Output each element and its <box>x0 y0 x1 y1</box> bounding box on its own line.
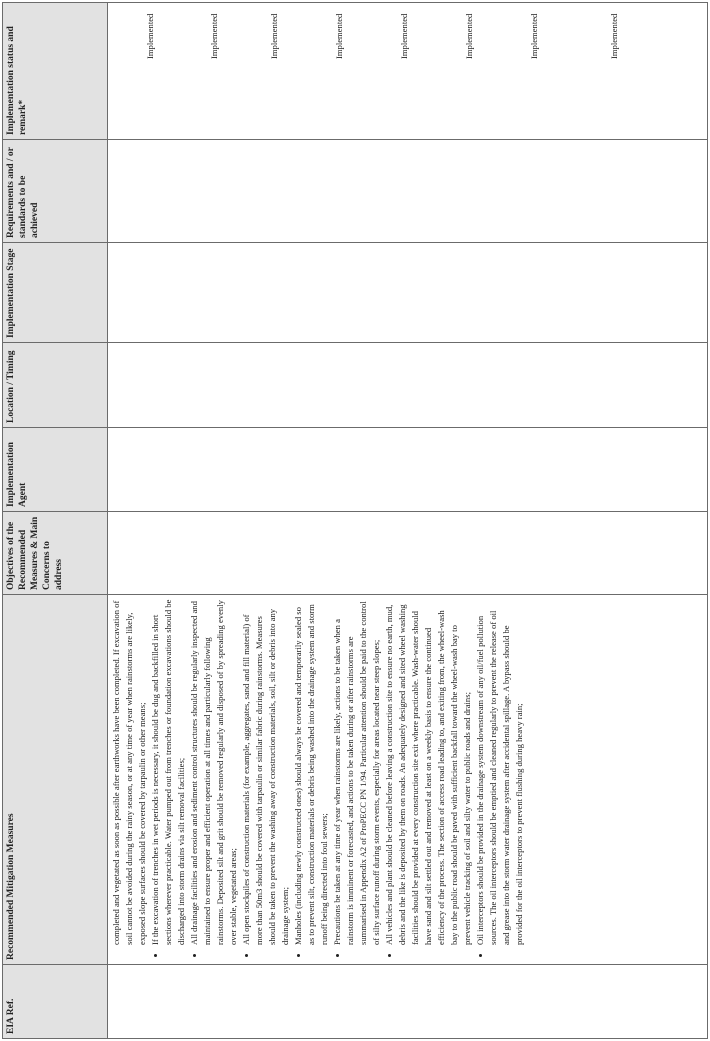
status-item: Implemented <box>609 13 619 59</box>
status-item: Implemented <box>145 13 155 59</box>
header-implementation-agent: Implementation Agent <box>3 428 108 512</box>
header-implementation-stage: Implementation Stage <box>3 243 108 343</box>
implementation-agent-cell <box>108 428 708 512</box>
status-item: Implemented <box>269 13 279 59</box>
table-row <box>108 3 708 1039</box>
mitigation-measures-table <box>2 2 708 1039</box>
status-item: Implemented <box>209 13 219 59</box>
measure-item: • Oil interceptors should be provided in the drainage system downstream of any oil/fuel pollution sources. The oil interceptors should be emptied and cleaned regularly to prevent the release of oil and grease into the storm water drainage system after accidental spillage. A bypass should be provided for the oil interceptors to prevent flushing during heavy rain; <box>474 599 526 945</box>
measure-item: • Precautions be taken at any time of year when rainstorms are likely, actions to be taken when a rainstorm is imminent or forecasted, and actions to be taken during or after rainstorms are summarised in Appendix A2 of ProPECC PN 1/94. Particular attention should be paid to the control of silty surface runoff during storm events, especially for areas located near steep slopes; <box>331 599 383 945</box>
requirements-cell <box>108 140 708 243</box>
rotated-table-container <box>2 3 708 1039</box>
measure-item: • All drainage facilities and erosion and sediment control structures should be regularly inspected and maintained to ensure proper and efficient operation at all times and particularly following rainstorms. Deposited silt and grit should be removed regularly and disposed of by spreading evenly over stable, vegetated areas; <box>188 599 240 945</box>
measure-item: • If the excavation of trenches in wet periods is necessary, it should be dug and backfilled in short sections wherever practicable. Water pumped out from trenches or foundation excavations should be discharged into storm drains via silt removal facilities; <box>149 599 188 945</box>
eia-ref-cell <box>108 965 708 1039</box>
table-header-row <box>3 3 108 1039</box>
location-timing-cell <box>108 343 708 428</box>
header-eia-ref: EIA Ref. <box>3 965 108 1039</box>
measure-item: • All vehicles and plant should be cleaned before leaving a construction site to ensure no earth, mud, debris and the like is deposited by them on roads. An adequately designed and sited wheel washing facilities should be provided at every construction site exit where practicable. Wash-water should have sand and silt settled out and removed at least on a weekly basis to ensure the continued efficiency of the process. The section of access road leading to, and exiting from, the wheel-wash bay to the public road should be paved with sufficient backfall toward the wheel-wash bay to prevent vehicle tracking of soil and silty water to public roads and drains; <box>383 599 474 945</box>
measure-item: • All open stockpiles of construction materials (for example, aggregates, sand and fill material) of more than 50m3 should be covered with tarpaulin or similar fabric during rainstorms. Measures should be taken to prevent the washing away of construction materials, soil, silt or debris into any drainage system; <box>240 599 292 945</box>
status-item: Implemented <box>334 13 344 59</box>
status-item: Implemented <box>399 13 409 59</box>
mitigation-measures-cell <box>108 595 708 965</box>
header-implementation-status: Implementation status and remark* <box>3 3 108 140</box>
implementation-stage-cell <box>108 243 708 343</box>
header-location-timing: Location / Timing <box>3 343 108 428</box>
objectives-cell <box>108 512 708 595</box>
implementation-status-cell <box>108 3 708 140</box>
measure-item: • Manholes (including newly constructed ones) should always be covered and temporarily sealed so as to prevent silt, construction materials or debris being washed into the drainage system and storm runoff being directed into foul sewers; <box>292 599 331 945</box>
header-mitigation-measures: Recommended Mitigation Measures <box>3 595 108 965</box>
measures-bullet-list <box>149 599 526 960</box>
header-objectives: Objectives of the Recommended Measures & Main Concerns to address <box>3 512 108 595</box>
status-item: Implemented <box>529 13 539 59</box>
measure-continuation-text: completed and vegetated as soon as possible after earthworks have been completed. If excavation of soil cannot be avoided during the rainy season, or at any time of year when rainstorms are likely, exposed slope surfaces should be covered by tarpaulin or other means; <box>111 600 147 945</box>
status-item: Implemented <box>464 13 474 59</box>
header-requirements: Requirements and / or standards to be achieved <box>3 140 108 243</box>
